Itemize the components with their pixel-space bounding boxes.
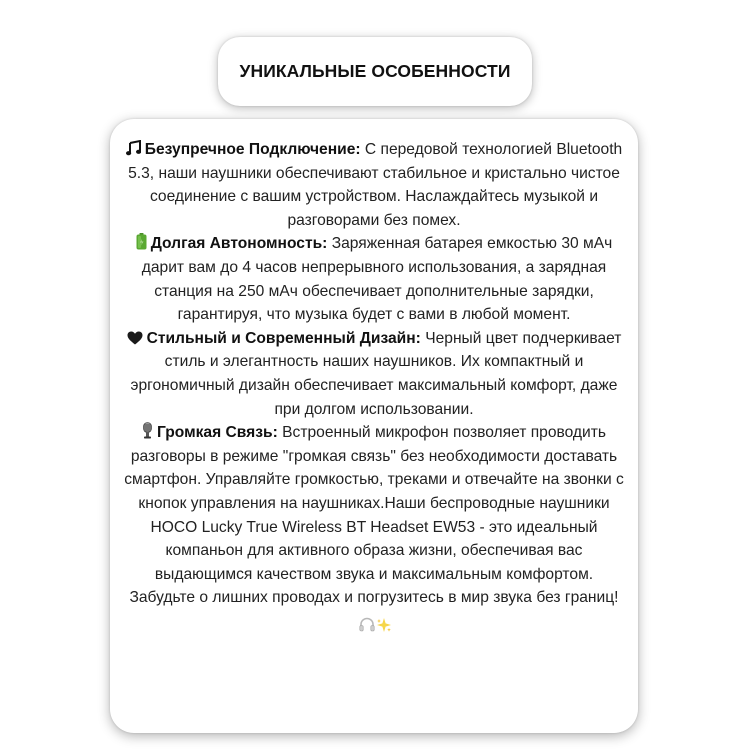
feature-text: Заряженная батарея емкостью 30 мАч дарит вам до 4 часов непрерывного использования, а зарядная станция на 250 мАч обеспечивает дополнительные зарядки, гарантируя, что музыка будет с вами в любой момент. [141, 235, 613, 324]
feature-heading: Громкая Связь: [156, 424, 278, 442]
feature-heading: Долгая Автономность: [150, 235, 328, 253]
sparkle-icon [376, 613, 392, 637]
feature-heading: Безупречное Подключение: [144, 141, 361, 158]
feature-heading: Стильный и Современный Дизайн: [146, 329, 421, 347]
feature-design [124, 327, 624, 421]
page-title: УНИКАЛЬНЫЕ ОСОБЕННОСТИ [239, 61, 511, 81]
feature-battery [124, 232, 624, 326]
end-icons [359, 613, 392, 637]
feature-text: Встроенный микрофон позволяет проводить разговоры в режиме "громкая связь" без необходимости доставать смартфон. Управляйте громкостью, треками и отвечайте на звонки с кнопок управления на наушниках.Наши беспроводные наушники HOCO Lucky True Wireless BT Headset EW53 - это идеальный компаньон для активного образа жизни, обеспечивая вас выдающимся качеством звука и максимальным комфортом. Забудьте о лишних проводах и погрузитесь в мир звука без границ! [124, 424, 624, 607]
microphone-icon [142, 422, 153, 439]
feature-connection [124, 138, 624, 232]
black-heart-icon [127, 331, 143, 345]
feature-handsfree [124, 421, 624, 636]
feature-text: С передовой технологией Bluetooth 5.3, наши наушники обеспечивают стабильное и кристально чистое соединение с вашим устройством. Наслаждайтесь музыкой и разговорами без помех. [128, 141, 623, 229]
features-card [110, 119, 638, 733]
music-note-icon [126, 140, 141, 156]
headphones-icon [359, 613, 375, 637]
feature-text: Черный цвет подчеркивает стиль и элегантность наших наушников. Их компактный и эргономичный дизайн обеспечивает максимальный комфорт, даже при долгом использовании. [130, 329, 622, 418]
battery-icon [136, 233, 147, 250]
title-pill [218, 37, 532, 106]
